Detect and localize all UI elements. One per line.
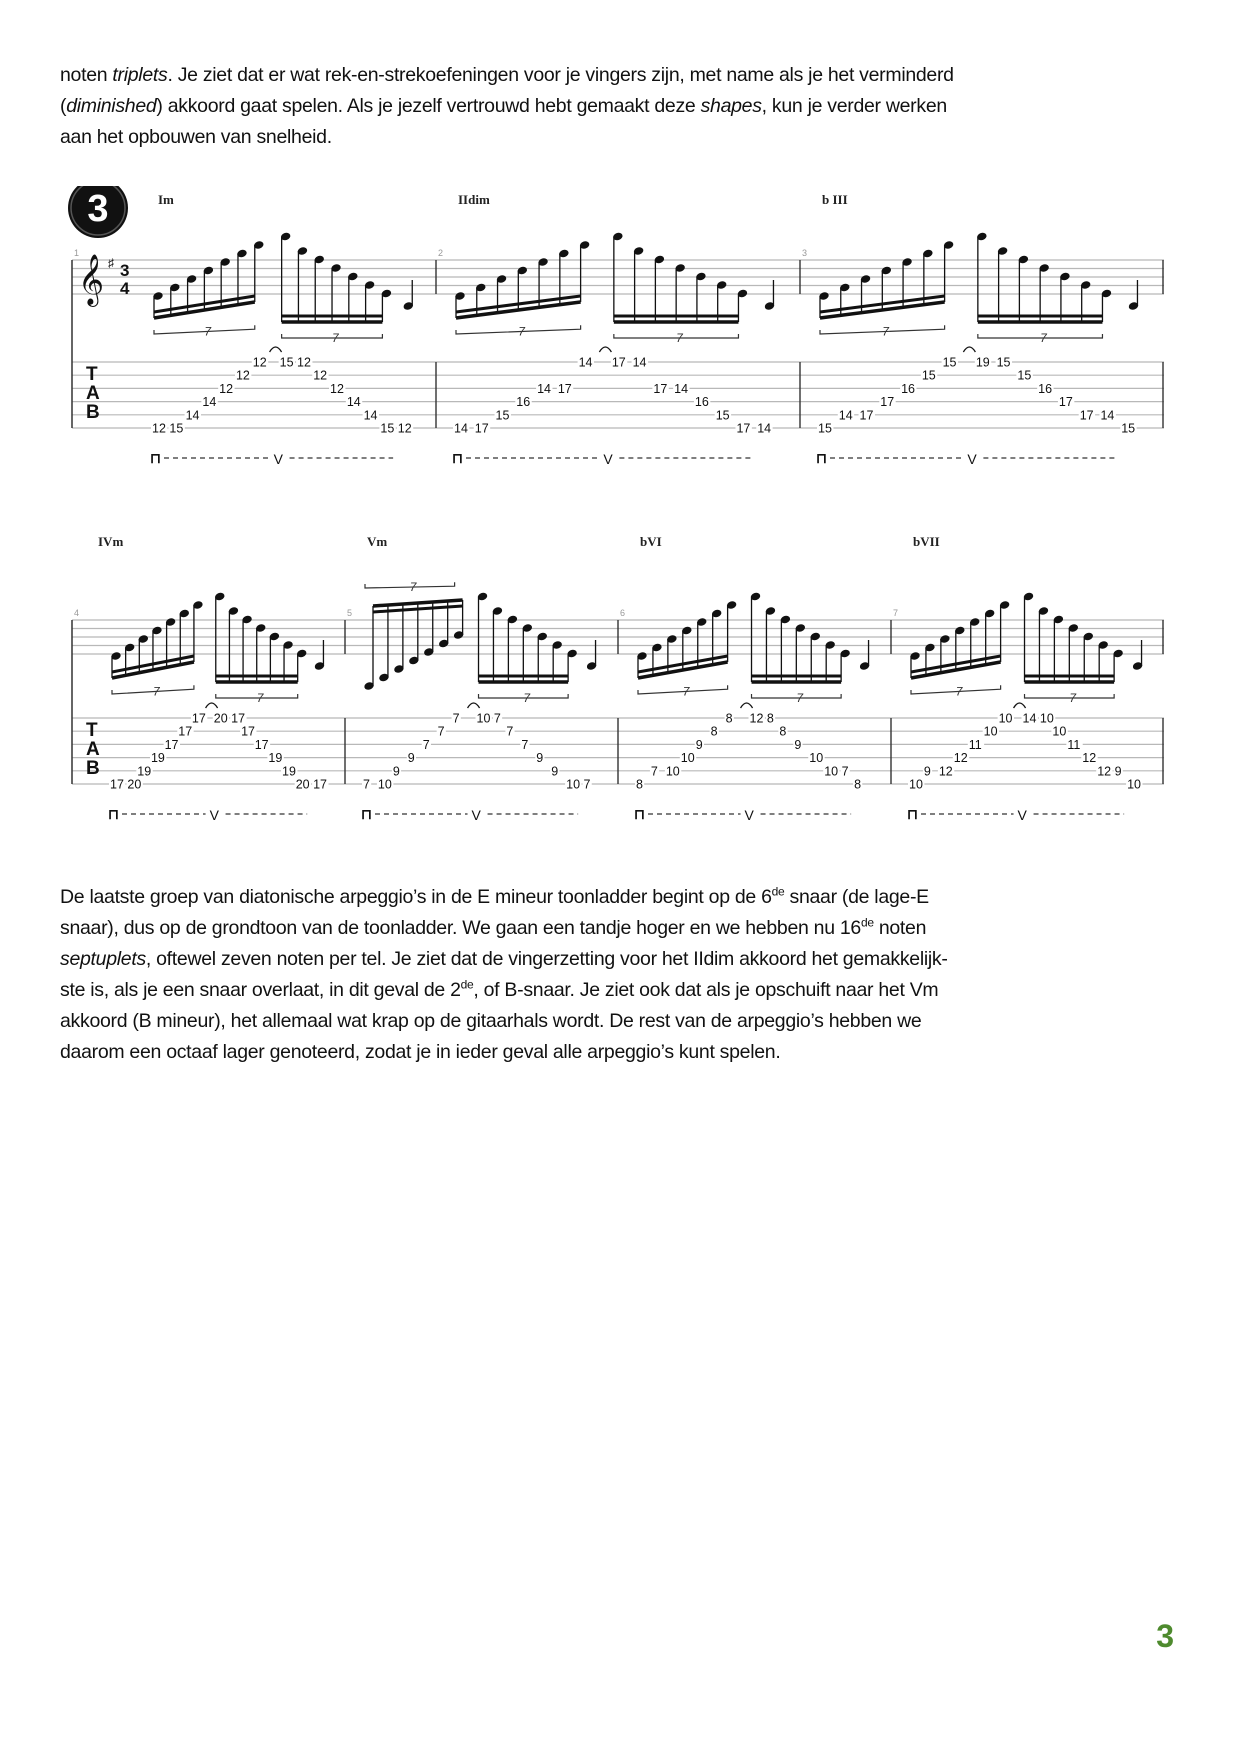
tuplet-number: 7 (1040, 331, 1047, 345)
tab-fret-number: 10 (1052, 724, 1067, 739)
tuplet-number: 7 (682, 684, 690, 699)
tab-fret-number: 8 (854, 777, 862, 792)
tab-fret-number: 17 (1058, 395, 1073, 410)
tab-fret-number: 15 (942, 355, 957, 370)
tab-fret-number: 19 (268, 751, 283, 766)
upstroke-icon: V (967, 451, 977, 467)
tuplet-number: 7 (796, 691, 804, 705)
tab-fret-number: 7 (650, 764, 658, 779)
tuplet-number: 7 (1069, 691, 1077, 705)
downstroke-icon: ⊓ (452, 450, 463, 466)
tab-fret-number: 17 (653, 381, 668, 396)
downstroke-icon: ⊓ (816, 450, 827, 466)
tab-fret-number: 9 (407, 751, 415, 766)
upstroke-icon: V (273, 451, 283, 467)
tab-fret-number: 8 (779, 724, 787, 739)
text-line: ste is, als je een snaar overlaat, in dit geval de 2de, of B-snaar. Je ziet ook dat als je opschuift naar het Vm (60, 977, 939, 1001)
tab-fret-number: 14 (632, 355, 647, 370)
page-number: 3 (1156, 1618, 1174, 1654)
tab-fret-number: 12 (330, 381, 344, 396)
measure-number: 3 (802, 248, 808, 258)
tab-fret-number: 9 (923, 764, 931, 779)
downstroke-icon: ⊓ (907, 806, 918, 822)
tab-fret-number: 10 (476, 711, 491, 726)
tuplet-number: 7 (523, 691, 531, 705)
tuplet-number: 7 (409, 580, 417, 595)
tab-fret-number: 10 (1127, 777, 1141, 792)
downstroke-icon: ⊓ (634, 806, 645, 822)
upstroke-icon: V (744, 807, 754, 823)
upstroke-icon: V (471, 807, 481, 823)
tab-fret-number: 14 (185, 408, 200, 423)
tab-fret-number: 17 (611, 355, 626, 370)
tab-fret-number: 14 (363, 408, 378, 423)
tab-fret-number: 12 (1097, 764, 1112, 779)
tuplet-number: 7 (882, 324, 889, 339)
tab-fret-number: 10 (665, 764, 680, 779)
tab-fret-number: 14 (674, 381, 689, 396)
tab-fret-number: 7 (422, 737, 430, 752)
tab-fret-number: 7 (363, 777, 370, 792)
tab-fret-number: 15 (1121, 421, 1136, 436)
tab-fret-number: 17 (254, 737, 269, 752)
tab-fret-number: 8 (710, 724, 718, 739)
tab-fret-number: 10 (809, 751, 824, 766)
tab-fret-number: 12 (749, 711, 764, 726)
tab-fret-number: 17 (880, 395, 895, 410)
tab-fret-number: 15 (169, 421, 184, 436)
tab-fret-number: 16 (694, 395, 709, 410)
tuplet-number: 7 (256, 691, 264, 705)
tab-fret-number: 7 (493, 711, 501, 726)
text-line: noten triplets. Je ziet dat er wat rek-en-strekoefeningen voor je vingers zijn, met name als je het verminderd (60, 64, 954, 86)
tab-fret-number: 7 (841, 764, 849, 779)
tab-fret-number: 17 (557, 381, 572, 396)
tab-fret-number: 16 (516, 395, 531, 410)
tab-fret-number: 17 (110, 777, 124, 792)
tab-fret-number: 19 (150, 751, 165, 766)
tab-fret-number: 16 (1038, 381, 1053, 396)
explanation-paragraph (60, 882, 1170, 1068)
tab-fret-number: 17 (859, 408, 874, 423)
tab-fret-number: 15 (495, 408, 510, 423)
tab-fret-number: 12 (938, 764, 953, 779)
measure-number: 5 (347, 608, 353, 618)
slur (468, 703, 480, 708)
tab-fret-number: 12 (252, 355, 267, 370)
tab-fret-number: 20 (127, 777, 142, 792)
tab-fret-number: 17 (313, 777, 327, 792)
tab-fret-number: 12 (397, 421, 412, 436)
tuplet-number: 7 (204, 324, 212, 339)
tab-fret-number: 10 (377, 777, 392, 792)
tab-clef-letter: A (86, 383, 100, 404)
tab-fret-number: 17 (474, 421, 489, 436)
tab-fret-number: 12 (1082, 751, 1097, 766)
tab-fret-number: 12 (313, 368, 328, 383)
tab-fret-number: 10 (824, 764, 839, 779)
chord-symbol: b III (822, 192, 848, 207)
tab-fret-number: 15 (921, 368, 936, 383)
tab-fret-number: 12 (953, 751, 968, 766)
chord-symbol: IIdim (458, 192, 490, 207)
notation-system-2 (64, 528, 1164, 858)
text-line: snaar), dus op de grondtoon van de toonladder. We gaan een tandje hoger en we hebben nu 16de noten (60, 915, 927, 939)
chord-symbol: bVII (913, 534, 940, 549)
tab-fret-number: 19 (282, 764, 296, 779)
tab-fret-number: 10 (566, 777, 581, 792)
tab-fret-number: 10 (998, 711, 1013, 726)
tab-fret-number: 15 (1017, 368, 1032, 383)
measure-number: 4 (74, 608, 80, 618)
tab-fret-number: 15 (996, 355, 1011, 370)
tab-fret-number: 12 (152, 421, 166, 436)
badge-number: 3 (87, 188, 109, 230)
tab-fret-number: 17 (164, 737, 179, 752)
tab-fret-number: 15 (818, 421, 832, 436)
exercise-badge (68, 186, 128, 238)
text-line: daarom een octaaf lager genoteerd, zodat je in ieder geval alle arpeggio’s kunt spelen. (60, 1041, 781, 1063)
text-line: De laatste groep van diatonische arpeggio’s in de E mineur toonladder begint op de 6de snaar (de lage-E (60, 884, 929, 908)
tab-fret-number: 14 (537, 381, 551, 396)
tab-fret-number: 14 (1022, 711, 1037, 726)
tuplet-number: 7 (676, 331, 683, 345)
tab-fret-number: 14 (838, 408, 853, 423)
chord-symbol: Vm (367, 534, 388, 549)
tab-clef-letter: B (86, 402, 100, 423)
tab-fret-number: 14 (202, 395, 217, 410)
tab-fret-number: 9 (536, 751, 544, 766)
tab-fret-number: 10 (909, 777, 923, 792)
tab-fret-number: 9 (551, 764, 559, 779)
sharp-icon: ♯ (108, 256, 114, 270)
tab-fret-number: 11 (968, 737, 982, 752)
tab-clef-letter: A (86, 739, 100, 760)
tab-fret-number: 19 (137, 764, 152, 779)
text-line: (diminished) akkoord gaat spelen. Als je jezelf vertrouwd hebt gemaakt deze shapes, kun je verder werken (60, 95, 947, 117)
tab-fret-number: 14 (1100, 408, 1115, 423)
upstroke-icon: V (1017, 807, 1027, 823)
text-line: aan het opbouwen van snelheid. (60, 126, 332, 148)
chord-symbol: bVI (640, 534, 662, 549)
slur (741, 703, 753, 708)
tab-fret-number: 16 (901, 381, 915, 396)
measure-number: 6 (620, 608, 626, 618)
slur (599, 347, 611, 352)
tab-fret-number: 14 (578, 355, 593, 370)
text-line: septuplets, oftewel zeven noten per tel. Je ziet dat de vingerzetting voor het IIdim akkoord het gemakkelijk- (60, 948, 948, 970)
tuplet-number: 7 (518, 324, 525, 339)
measure-number: 2 (438, 248, 444, 258)
measure-number: 7 (893, 608, 899, 618)
tab-fret-number: 8 (766, 711, 774, 726)
tab-fret-number: 8 (636, 777, 643, 792)
text-line: akkoord (B mineur), het allemaal wat krap op de gitaarhals wordt. De rest van de arpeggio’s hebben we (60, 1010, 922, 1032)
intro-paragraph (60, 60, 1170, 153)
tab-fret-number: 17 (736, 421, 751, 436)
tab-fret-number: 19 (975, 355, 990, 370)
tab-fret-number: 12 (297, 355, 311, 370)
upstroke-icon: V (209, 807, 219, 823)
slur (206, 703, 218, 708)
tab-fret-number: 9 (794, 737, 802, 752)
tab-fret-number: 17 (1079, 408, 1094, 423)
tab-fret-number: 17 (178, 724, 193, 739)
measure-number: 1 (74, 248, 80, 258)
tab-fret-number: 7 (521, 737, 529, 752)
tab-clef-letter: T (86, 364, 98, 385)
tab-fret-number: 8 (725, 711, 733, 726)
tab-fret-number: 14 (346, 395, 361, 410)
time-signature-top: 3 (120, 261, 130, 280)
tab-fret-number: 20 (295, 777, 310, 792)
tab-fret-number: 7 (506, 724, 514, 739)
chord-symbol: Im (158, 192, 174, 207)
tab-fret-number: 14 (454, 421, 468, 436)
tab-fret-number: 15 (279, 355, 294, 370)
tab-clef-letter: B (86, 758, 100, 779)
tab-fret-number: 20 (213, 711, 228, 726)
downstroke-icon: ⊓ (150, 450, 161, 466)
tab-fret-number: 15 (715, 408, 730, 423)
slur (1014, 703, 1026, 708)
tab-fret-number: 17 (231, 711, 246, 726)
notation-system-1 (64, 186, 1164, 506)
slur (963, 347, 975, 352)
tab-clef-letter: T (86, 720, 98, 741)
upstroke-icon: V (603, 451, 613, 467)
tab-fret-number: 14 (757, 421, 772, 436)
tab-fret-number: 7 (437, 724, 445, 739)
tab-fret-number: 7 (452, 711, 460, 726)
tab-fret-number: 9 (695, 737, 703, 752)
tab-fret-number: 15 (380, 421, 395, 436)
tuplet-number: 7 (332, 331, 339, 345)
tab-fret-number: 17 (191, 711, 206, 726)
tab-fret-number: 12 (219, 381, 234, 396)
tab-fret-number: 10 (983, 724, 998, 739)
tab-fret-number: 7 (583, 777, 591, 792)
downstroke-icon: ⊓ (361, 806, 372, 822)
tab-fret-number: 10 (680, 751, 695, 766)
chord-symbol: IVm (98, 534, 124, 549)
slur (270, 347, 282, 352)
tuplet-number: 7 (152, 684, 160, 699)
downstroke-icon: ⊓ (108, 806, 119, 822)
tab-fret-number: 10 (1039, 711, 1054, 726)
tab-fret-number: 11 (1067, 737, 1081, 752)
tab-fret-number: 12 (235, 368, 250, 383)
tab-fret-number: 9 (392, 764, 400, 779)
tab-fret-number: 9 (1114, 764, 1122, 779)
tuplet-number: 7 (955, 684, 963, 699)
time-signature-bottom: 4 (120, 279, 130, 298)
treble-clef-icon: 𝄞 (78, 255, 105, 304)
tab-fret-number: 17 (241, 724, 255, 739)
